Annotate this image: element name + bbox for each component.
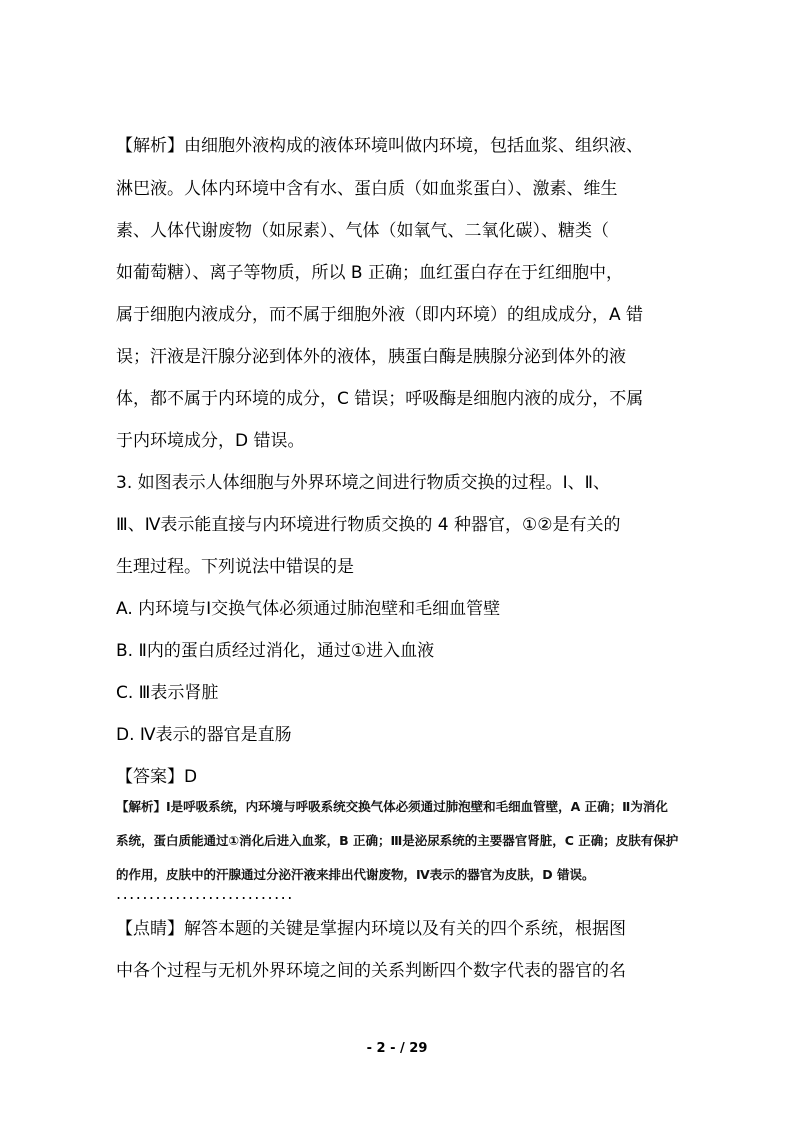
question3-stem-line-1: 3. 如图表示人体细胞与外界环境之间进行物质交换的过程。Ⅰ、Ⅱ、 xyxy=(116,473,611,493)
analysis1-line-3: 素、人体代谢废物（如尿素）、气体（如氧气、二氧化碳）、糖类（ xyxy=(116,221,609,241)
comment-line-1: 【点睛】解答本题的关键是掌握内环境以及有关的四个系统，根据图 xyxy=(116,919,626,939)
analysis2-line-1: 【解析】Ⅰ是呼吸系统，内环境与呼吸系统交换气体必须通过肺泡壁和毛细血管壁，A 正确；Ⅱ为消化 xyxy=(116,799,668,814)
analysis1-line-6: 误；汗液是汗腺分泌到体外的液体，胰蛋白酶是胰腺分泌到体外的液 xyxy=(116,347,626,367)
option-b: B. Ⅱ内的蛋白质经过消化，通过①进入血液 xyxy=(116,641,435,661)
option-a: A. 内环境与Ⅰ交换气体必须通过肺泡壁和毛细血管壁 xyxy=(116,599,501,619)
analysis1-line-4: 如葡萄糖）、离子等物质，所以 B 正确；血红蛋白存在于红细胞中， xyxy=(116,263,623,283)
analysis1-line-2: 淋巴液。人体内环境中含有水、蛋白质（如血浆蛋白）、激素、维生 xyxy=(116,179,618,199)
option-c: C. Ⅲ表示肾脏 xyxy=(116,683,219,703)
analysis1-line-7: 体，都不属于内环境的成分，C 错误；呼吸酶是细胞内液的成分，不属 xyxy=(116,389,644,409)
analysis1-line-1: 【解析】由细胞外液构成的液体环境叫做内环境，包括血浆、组织液、 xyxy=(116,136,643,156)
page-number: - 2 - / 29 xyxy=(366,1041,428,1056)
analysis1-line-5: 属于细胞内液成分，而不属于细胞外液（即内环境）的组成成分，A 错 xyxy=(116,305,644,325)
analysis2-line-3: 的作用，皮肤中的汗腺通过分泌汗液来排出代谢废物，Ⅳ表示的器官为皮肤，D 错误。 xyxy=(116,867,595,882)
question3-stem-line-2: Ⅲ、Ⅳ表示能直接与内环境进行物质交换的 4 种器官，①②是有关的 xyxy=(116,515,621,535)
dotted-separator: ........................... xyxy=(116,884,294,903)
question3-stem-line-3: 生理过程。下列说法中错误的是 xyxy=(116,557,354,577)
option-d: D. Ⅳ表示的器官是直肠 xyxy=(116,725,292,745)
comment-line-2: 中各个过程与无机外界环境之间的关系判断四个数字代表的器官的名 xyxy=(116,961,626,981)
answer: 【答案】D xyxy=(116,767,198,787)
analysis2-line-2: 系统，蛋白质能通过①消化后进入血浆，B 正确；Ⅲ是泌尿系统的主要器官肾脏，C 正确；皮肤有保护 xyxy=(116,833,679,848)
analysis1-line-8: 于内环境成分，D 错误。 xyxy=(116,431,305,451)
